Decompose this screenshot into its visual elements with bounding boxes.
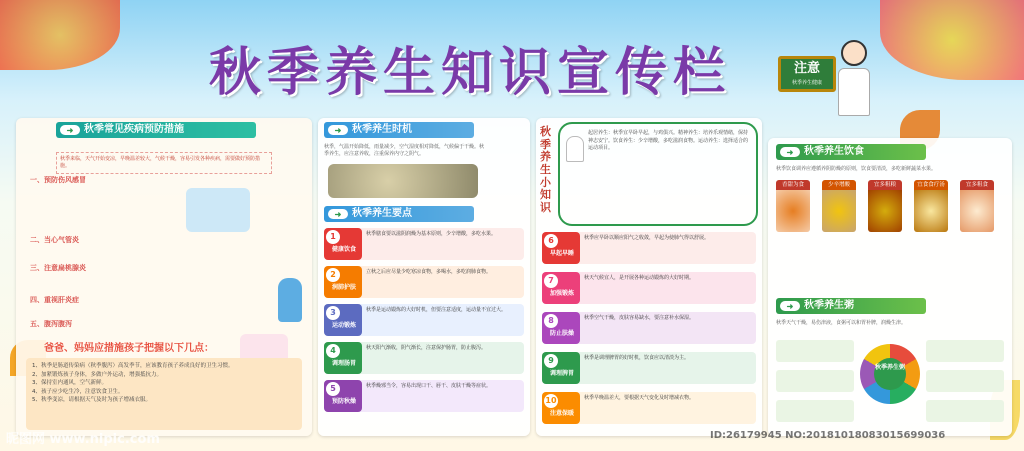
tip-label: 运动锻炼: [331, 322, 356, 329]
food-card: [960, 180, 994, 232]
child-illustration: [278, 278, 302, 322]
subheading: 四、重视肝炎症: [30, 296, 79, 304]
autumn-diet-panel: [768, 138, 1012, 436]
tip-item: 2、加紧锻炼孩子身体，多做户外运动，增强抵抗力。: [32, 371, 163, 378]
tip-row: [542, 272, 756, 304]
watermark: ID:26179945 NO:20181018083015699036: [710, 430, 946, 441]
maple-leaf-decoration: [0, 0, 120, 70]
food-card: [868, 180, 902, 232]
tip-text: 秋天气候宜人，是开展各种运动锻炼的大好时期。: [584, 275, 695, 281]
porridge-item: [776, 340, 854, 362]
tip-label: 健康饮食: [331, 246, 356, 253]
section-header: [56, 122, 256, 138]
tip-text: 秋季是调理脾胃的好时机，饮食应以清淡为主。: [584, 355, 690, 361]
porridge-item: [926, 340, 1004, 362]
tip-number: 5: [326, 382, 340, 396]
tip-text: 秋天阳气渐收，阴气渐长，注意保护肠胃，防止腹泻。: [366, 345, 487, 351]
health-timing-panel: [318, 118, 530, 436]
tip-number: 6: [544, 234, 558, 248]
tips-list: [324, 228, 524, 432]
porridge-item: [776, 370, 854, 392]
tip-row: [542, 312, 756, 344]
tip-text: 秋季膳食要以滋阴润燥为基本原则，少辛增酸，多吃水果。: [366, 231, 497, 237]
tip-row: [324, 380, 524, 412]
bubble-text: 起居养生：秋季宜早卧早起，与鸡俱兴。精神养生：培养乐观情绪，保持神志安宁。饮食养生：少辛增酸，多吃滋润食物。运动养生：选择适合的运动项目。: [588, 130, 749, 151]
tip-label: 调理肠胃: [331, 360, 356, 367]
tip-row: [324, 342, 524, 374]
arrow-icon: ➜: [328, 125, 348, 135]
health-knowledge-panel: [536, 118, 762, 436]
notice-label: 注意: [793, 61, 820, 76]
tip-row: [542, 352, 756, 384]
tip-text: 秋季应早卧以顺应阳气之收敛，早起为使肺气得以舒展。: [584, 235, 710, 241]
tip-label: 防止肤燥: [549, 330, 574, 337]
tip-label: 预防秋燥: [331, 398, 356, 405]
doctor-illustration: [838, 40, 870, 120]
section-header: [776, 298, 926, 314]
section-header-label: 秋季养生饮食: [804, 146, 864, 157]
porridge-item: [926, 370, 1004, 392]
porridge-item: [926, 400, 1004, 422]
tip-label: 早起早睡: [549, 250, 574, 257]
tip-row: [542, 392, 756, 424]
tip-row: [542, 232, 756, 264]
tip-number: 8: [544, 314, 558, 328]
food-card: [776, 180, 810, 232]
maple-leaf-decoration: [880, 0, 1024, 80]
watermark: 昵图网 www.nipic.com: [6, 432, 160, 447]
tip-label: 注意保暖: [549, 410, 574, 417]
subheading: 五、腹泻腹泻: [30, 320, 72, 328]
section-header-label: 秋季养生粥: [804, 300, 854, 311]
porridge-item: [776, 400, 854, 422]
porridge-diagram: [776, 336, 1004, 430]
porridge-wheel: [860, 344, 920, 404]
section-header-label: 秋季养生时机: [352, 124, 412, 135]
porridge-center: 秋季养生粥: [874, 358, 906, 390]
tip-number: 3: [326, 306, 340, 320]
food-card: [822, 180, 856, 232]
tip-text: 秋季是运动锻炼的大好时机，但要注意适度，运动量不宜过大。: [366, 307, 507, 313]
tip-item: 1、秋季是肠道传染病（秋季腹泻）高发季节，应该教育孩子养成良好的卫生习惯。: [32, 363, 234, 369]
tip-label: 加强锻炼: [549, 290, 574, 297]
section-header: [324, 206, 474, 222]
tip-text: 秋季燥邪当令，容易出现口干、唇干、皮肤干燥等症状。: [366, 383, 492, 389]
food-label: 香甜为食: [776, 180, 810, 190]
vertical-title: 秋季养生小知识: [540, 125, 551, 214]
child-sick-illustration: [186, 188, 250, 232]
arrow-icon: ➜: [780, 301, 800, 311]
tip-item: 3、保持室内通风，空气新鲜。: [32, 380, 108, 387]
notice-board: [778, 56, 836, 92]
section-header-label: 秋季常见疾病预防措施: [84, 124, 184, 135]
tip-row: [324, 266, 524, 298]
disease-prevention-panel: [16, 118, 312, 436]
food-label: 宜食食疗汤: [914, 180, 948, 190]
tip-number: 1: [326, 230, 340, 244]
tip-number: 10: [544, 394, 558, 408]
tip-text: 秋季早晚温差大，要根据天气变化及时增减衣物。: [584, 395, 695, 401]
tip-number: 9: [544, 354, 558, 368]
tip-row: [324, 228, 524, 260]
section-header-label: 秋季养生要点: [352, 208, 412, 219]
tips-box: [26, 358, 302, 430]
doctor-avatar: [566, 136, 584, 162]
subheading: 一、预防伤风感冒: [30, 176, 86, 184]
speech-bubble: [558, 122, 758, 226]
porridge-text: 秋季天气干燥，易伤津液，食粥可以和胃补脾，润燥生津。: [776, 320, 907, 326]
tip-number: 7: [544, 274, 558, 288]
notice-sub-label: 秋季养生健康: [791, 80, 822, 86]
arrow-icon: ➜: [60, 125, 80, 135]
tips-list: [542, 232, 756, 432]
tip-text: 立秋之后应尽量少吃寒凉食物，多喝水，多吃润肺食物。: [366, 269, 492, 275]
page-title: 秋季养生知识宣传栏: [208, 42, 731, 103]
food-label: 少辛增酸: [822, 180, 856, 190]
tip-item: 5、秋季变凉，请根据天气及时为孩子增减衣服。: [32, 397, 152, 404]
section-header: [776, 144, 926, 160]
tips-title: 爸爸、妈妈应措施孩子把握以下几点：: [44, 343, 214, 354]
timing-text: 秋季，气温开始降低，雨量减少，空气湿度相对降低，气候偏于干燥。秋季养生，应注意养收，注重保养内守之阴气。: [324, 144, 485, 157]
tip-text: 秋季空气干燥，皮肤容易缺水，要注意补水保湿。: [584, 315, 695, 321]
food-card: [914, 180, 948, 232]
tip-label: 调理脾胃: [549, 370, 574, 377]
diet-text: 秋季饮食调养应遵循养阴防燥的原则，饮食要清淡，多吃新鲜蔬菜水果。: [776, 166, 937, 172]
food-label: 宜多粗粮: [868, 180, 902, 190]
herb-illustration: [328, 164, 478, 198]
subheading: 三、注意扁桃腺炎: [30, 264, 86, 272]
food-label: 宜多粗食: [960, 180, 994, 190]
tip-label: 润肺护肤: [331, 284, 356, 291]
tip-number: 4: [326, 344, 340, 358]
arrow-icon: ➜: [328, 209, 348, 219]
tip-item: 4、孩子应少吃生冷，注意饮食卫生。: [32, 388, 124, 395]
intro-text: 秋季来临，天气开始变凉，早晚温差较大，气候干燥，容易引发各种疾病，需要做好预防措施。: [56, 152, 272, 174]
arrow-icon: ➜: [780, 147, 800, 157]
tip-row: [324, 304, 524, 336]
section-header: [324, 122, 474, 138]
tip-number: 2: [326, 268, 340, 282]
subheading: 二、当心气管炎: [30, 236, 79, 244]
